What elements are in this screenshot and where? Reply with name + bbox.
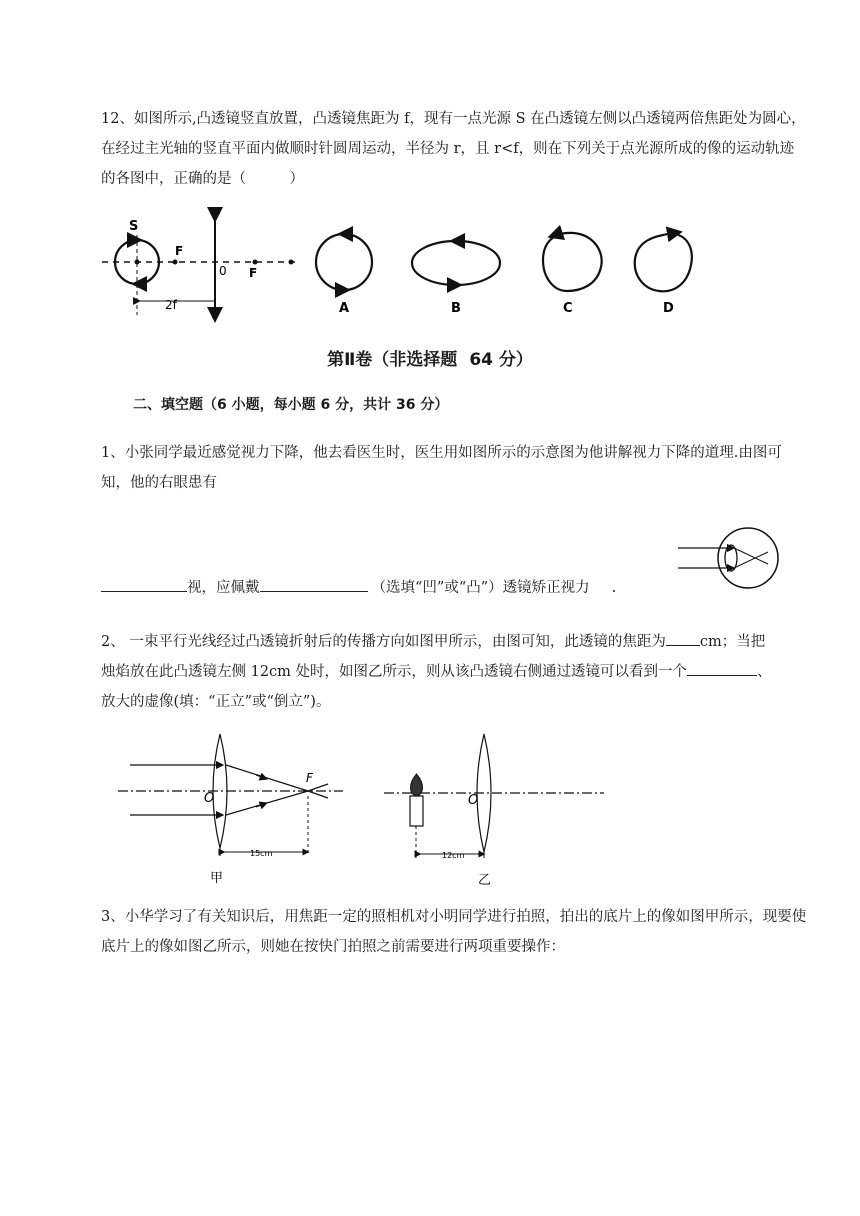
label-o: 0: [219, 264, 227, 278]
q2-blank-1[interactable]: [666, 631, 700, 646]
section-heading: 二、填空题（6 小题，每小题 6 分，共计 36 分）: [133, 397, 449, 413]
label-s: S: [129, 219, 139, 234]
q2-line-3: 放大的虚像(填：“正立”或“倒立”)。: [101, 694, 331, 710]
option-d-path: [635, 234, 692, 291]
option-b-path: [412, 241, 500, 285]
part-two-score: 64 分）: [469, 350, 533, 370]
candle: [410, 796, 423, 826]
q1-end: .: [611, 580, 617, 596]
q2-line-2: [101, 660, 772, 681]
jia-o-label: O: [204, 791, 215, 806]
jia-caption: 甲: [210, 871, 224, 886]
eyeball: [718, 528, 778, 588]
option-b-label: B: [451, 301, 461, 316]
q2-line2a: 烛焰放在此凸透镜左侧 12cm 处时，如图乙所示，则从该凸透镜右侧通过透镜可以看到一个: [101, 664, 688, 680]
label-f-left: F: [175, 244, 184, 258]
q12-text: 12、如图所示,凸透镜竖直放置，凸透镜焦距为 f，现有一点光源 S 在凸透镜左侧以凸透镜两倍焦距处为圆心，在经过主光轴的竖直平面内做顺时针圆周运动，半径为 r，且 r<f，则在下列关于点光源所成的像的运动轨迹的各图中，正确的是（ ）: [101, 111, 806, 187]
figure-jia: [118, 730, 358, 890]
jia-dist-label: 15cm: [250, 849, 273, 858]
label-2f: 2f: [165, 298, 177, 312]
jia-f-label: F: [306, 771, 313, 785]
figure-yi: [384, 730, 614, 890]
yi-o-label: O: [468, 793, 479, 808]
q12-figure: [95, 205, 795, 325]
q2-line-1: [101, 630, 765, 651]
q1-mid1: 视，应佩戴: [187, 580, 260, 596]
eye-diagram: [676, 524, 786, 596]
q2-line2b: 、: [757, 664, 772, 680]
q1-text: 1、小张同学最近感觉视力下降，他去看医生时，医生用如图所示的示意图为他讲解视力下降的道理.由图可知，他的右眼患有: [101, 445, 782, 491]
q1-mid2: （选填“凹”或“凸”）透镜矫正视力: [371, 580, 590, 596]
q1-answer-line: [101, 576, 616, 597]
q2-line1a: 2、 一束平行光线经过凸透镜折射后的传播方向如图甲所示，由图可知，此透镜的焦距为: [101, 634, 666, 650]
option-a-path: [316, 234, 372, 290]
q2-line1b: cm；当把: [699, 634, 766, 650]
candle-flame: [410, 774, 422, 796]
option-a-label: A: [339, 301, 350, 316]
q3-text: 3、小华学习了有关知识后，用焦距一定的照相机对小明同学进行拍照，拍出的底片上的像如图甲所示，现要使底片上的像如图乙所示，则她在按快门拍照之前需要进行两项重要操作：: [101, 909, 807, 955]
yi-caption: 乙: [478, 873, 492, 888]
q1-blank-1[interactable]: [101, 577, 187, 592]
yi-dist-label: 12cm: [442, 851, 465, 860]
option-c-path: [543, 233, 602, 291]
option-c-label: C: [563, 301, 573, 316]
q2-blank-2[interactable]: [687, 661, 757, 676]
option-d-label: D: [663, 301, 674, 316]
part-two-title-text: 第Ⅱ卷（非选择题: [327, 350, 458, 370]
label-f-right: F: [249, 266, 258, 280]
q1-blank-2[interactable]: [260, 577, 368, 592]
part-two-title: [0, 345, 860, 370]
